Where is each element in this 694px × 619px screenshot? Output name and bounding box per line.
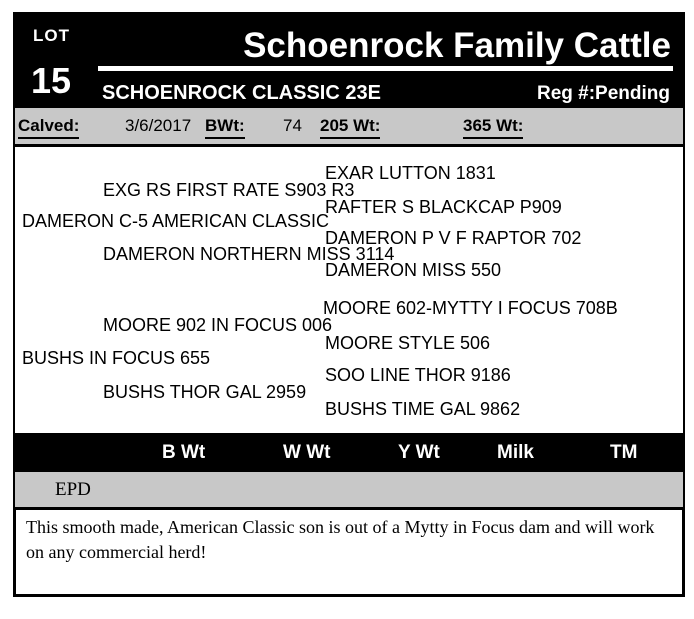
bwt-value: 74 — [283, 116, 302, 135]
card-header — [13, 12, 685, 108]
reg-number: Reg #:Pending — [536, 83, 670, 104]
pedigree-dam-dam: BUSHS THOR GAL 2959 — [103, 382, 307, 402]
pedigree-dam-paternal-granddam: MOORE STYLE 506 — [325, 333, 491, 353]
pedigree-sire-sire: EXG RS FIRST RATE S903 R3 — [103, 180, 355, 200]
pedigree-sire: DAMERON C-5 AMERICAN CLASSIC — [22, 211, 330, 231]
pedigree-box — [13, 147, 685, 433]
wt205-label: 205 Wt: — [320, 116, 380, 139]
lot-label: LOT — [33, 26, 70, 45]
animal-name: SCHOENROCK CLASSIC 23E — [102, 82, 381, 104]
epd-col-tm: TM — [610, 442, 638, 463]
pedigree-dam-maternal-granddam: BUSHS TIME GAL 9862 — [325, 399, 521, 419]
epd-row-label: EPD — [55, 479, 91, 500]
bwt-label: BWt: — [205, 116, 245, 139]
birth-info-bar — [13, 108, 685, 147]
epd-col-ywt: Y Wt — [398, 442, 440, 463]
epd-col-milk: Milk — [497, 442, 534, 463]
calved-label: Calved: — [18, 116, 79, 139]
calved-value: 3/6/2017 — [125, 116, 192, 135]
epd-value-row — [13, 472, 685, 507]
title-divider-rule — [98, 66, 673, 71]
lot-number: 15 — [31, 60, 72, 101]
pedigree-sire-maternal-grandsire: DAMERON P V F RAPTOR 702 — [325, 228, 582, 248]
wt365-label: 365 Wt: — [463, 116, 523, 139]
epd-col-bwt: B Wt — [162, 442, 206, 463]
epd-column-header-bar — [13, 433, 685, 472]
pedigree-sire-paternal-grandsire: EXAR LUTTON 1831 — [325, 163, 496, 183]
pedigree-dam-sire: MOORE 902 IN FOCUS 006 — [103, 315, 333, 335]
pedigree-sire-paternal-granddam: RAFTER S BLACKCAP P909 — [325, 197, 562, 217]
ranch-title: Schoenrock Family Cattle — [243, 26, 671, 65]
lot-card — [13, 12, 685, 597]
pedigree-sire-dam: DAMERON NORTHERN MISS 3114 — [103, 244, 395, 264]
sale-comment-box — [13, 507, 685, 597]
pedigree-dam: BUSHS IN FOCUS 655 — [22, 348, 211, 368]
pedigree-dam-paternal-grandsire: MOORE 602-MYTTY I FOCUS 708B — [323, 298, 618, 318]
footnote-text: This smooth made, American Classic son is out of a Mytty in Focus dam and will work on any commercial herd! — [26, 517, 655, 563]
pedigree-dam-maternal-grandsire: SOO LINE THOR 9186 — [325, 365, 511, 385]
pedigree-sire-maternal-granddam: DAMERON MISS 550 — [325, 260, 502, 280]
epd-col-wwt: W Wt — [283, 442, 331, 463]
